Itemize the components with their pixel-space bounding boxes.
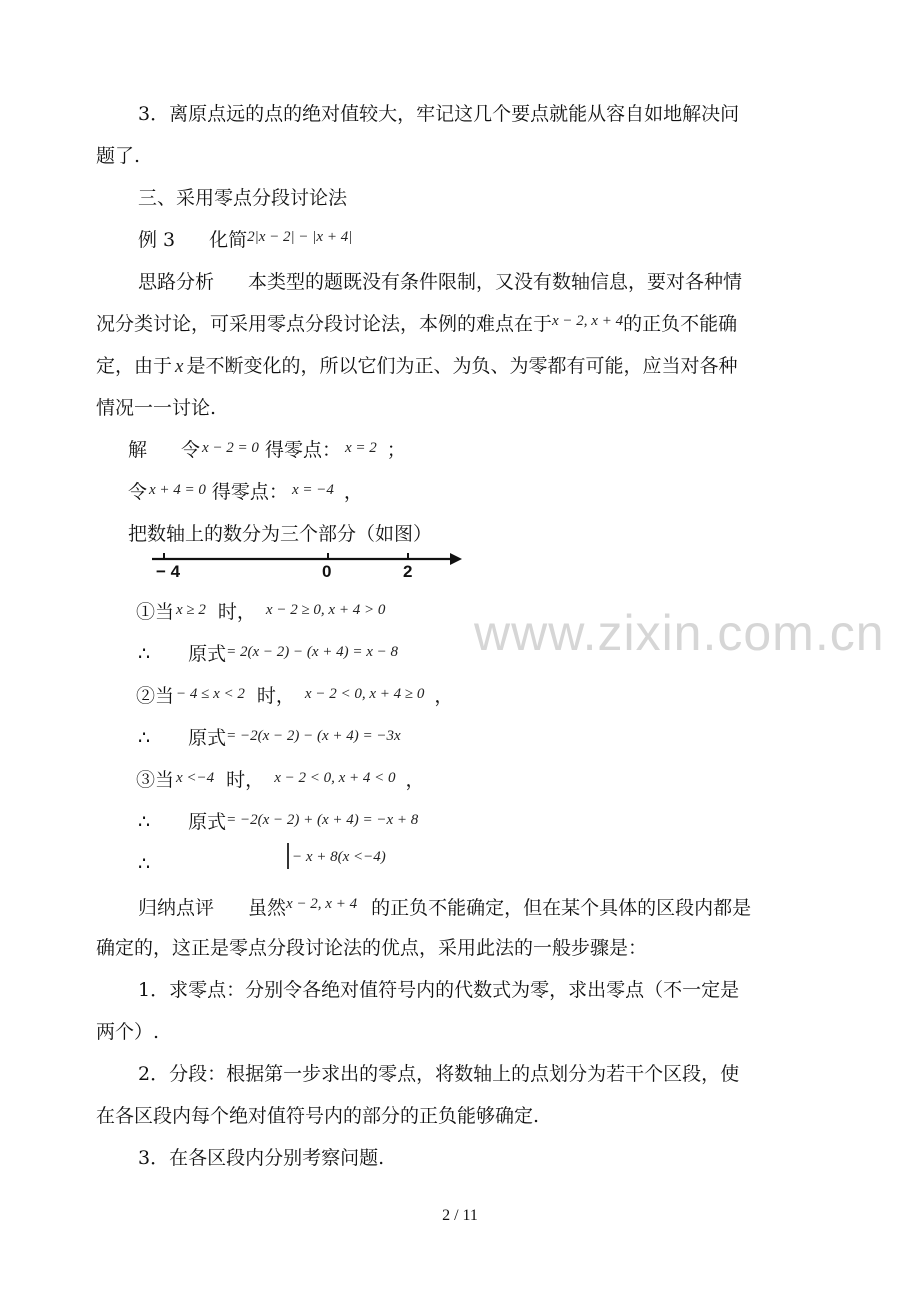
case-3-signs: x − 2 < 0, x + 4 < 0 — [274, 770, 396, 786]
divide-line: 把数轴上的数分为三个部分（如图） — [128, 523, 433, 545]
case-1-prefix: ①当 — [136, 601, 175, 623]
case-1-when: 时， — [217, 601, 256, 623]
page-number: 2 / 11 — [442, 1207, 478, 1224]
summary-line2: 确定的，这正是零点分段讨论法的优点，采用此法的一般步骤是： — [96, 937, 648, 959]
solution-line1 — [128, 436, 406, 466]
step2-line2: 在各区段内每个绝对值符号内的部分的正负能够确定. — [96, 1105, 540, 1127]
analysis-text2a: 况分类讨论，可采用零点分段讨论法，本例的难点在于 — [96, 313, 553, 335]
therefore-2: ∴ — [138, 727, 151, 749]
conclusion-line — [138, 850, 150, 878]
case-2-condition: − 4 ≤ x < 2 — [176, 686, 245, 702]
case-2-result — [138, 724, 401, 754]
analysis-line3 — [96, 352, 737, 381]
summary-text1b: 的正负不能确定，但在某个具体的区段内都是 — [371, 897, 752, 919]
separator-2: ， — [343, 481, 363, 503]
let-word: 令 — [181, 439, 201, 461]
step1-line1: 1．求零点：分别令各绝对值符号内的代数式为零，求出零点（不一定是 — [138, 979, 740, 1001]
watermark: www.zixin.com.cn — [474, 605, 885, 661]
analysis-text3a: 定，由于 — [96, 355, 173, 377]
case-2-expression: = −2(x − 2) − (x + 4) = −3x — [226, 728, 401, 744]
example-expression: 2|x − 2| − |x + 4| — [247, 229, 353, 245]
example-3 — [138, 226, 352, 256]
case-3-prefix: ③当 — [136, 769, 175, 791]
analysis-label: 思路分析 — [138, 271, 215, 293]
separator-1: ； — [386, 439, 406, 461]
get-zero-1: 得零点： — [264, 439, 341, 461]
piecewise-fragment — [287, 841, 386, 871]
case-1 — [136, 598, 385, 628]
case-3 — [136, 766, 425, 796]
case-2 — [136, 682, 453, 712]
original-2: 原式 — [188, 727, 227, 749]
case-3-expression: = −2(x − 2) + (x + 4) = −x + 8 — [226, 812, 419, 828]
case-3-condition: x <−4 — [176, 770, 215, 786]
number-line-arrow — [450, 553, 462, 565]
let-word-2: 令 — [128, 481, 148, 503]
tick-label-minus-4: − 4 — [156, 562, 181, 581]
case-2-prefix: ②当 — [136, 685, 175, 707]
brace-stroke — [287, 843, 289, 869]
zero-point-1: x = 2 — [344, 440, 377, 456]
case-3-result — [138, 808, 418, 838]
case-1-signs: x − 2 ≥ 0, x + 4 > 0 — [265, 602, 386, 618]
summary-text1a: 虽然 — [248, 897, 287, 919]
case-1-expression: = 2(x − 2) − (x + 4) = x − 8 — [226, 644, 399, 660]
step1-line2: 两个）. — [96, 1021, 160, 1043]
case-3-when: 时， — [226, 769, 265, 791]
solution-label: 解 — [128, 439, 148, 461]
analysis-x: x — [175, 356, 184, 377]
case-2-tail: ， — [434, 685, 454, 707]
step3-line: 3．在各区段内分别考察问题. — [138, 1147, 385, 1169]
tick-label-2: 2 — [403, 562, 413, 581]
analysis-line2 — [96, 310, 737, 340]
analysis-line4: 情况一一讨论. — [96, 397, 217, 419]
piecewise-last-row: − x + 8(x <−4) — [292, 849, 386, 865]
analysis-line1 — [138, 268, 742, 296]
therefore-1: ∴ — [138, 643, 151, 665]
analysis-text3b: 是不断变化的，所以它们为正、为负、为零都有可能，应当对各种 — [186, 355, 738, 377]
summary-line1 — [138, 894, 751, 924]
case-2-when: 时， — [256, 685, 295, 707]
case-1-result — [138, 640, 398, 670]
example-label: 例 3 — [138, 229, 176, 251]
solution-line2 — [128, 478, 363, 508]
therefore-4: ∴ — [138, 853, 151, 875]
analysis-text1: 本类型的题既没有条件限制，又没有数轴信息，要对各种情 — [248, 271, 743, 293]
zero-point-2: x = −4 — [291, 482, 334, 498]
get-zero-2: 得零点： — [211, 481, 288, 503]
case-2-signs: x − 2 < 0, x + 4 ≥ 0 — [304, 686, 425, 702]
case-1-condition: x ≥ 2 — [176, 602, 206, 618]
analysis-text2b: 的正负不能确 — [623, 313, 738, 335]
tick-label-0: 0 — [322, 562, 332, 581]
summary-expr: x − 2, x + 4 — [286, 896, 358, 912]
case-3-tail: ， — [405, 769, 425, 791]
summary-label: 归纳点评 — [138, 897, 215, 919]
analysis-expr: x − 2, x + 4 — [552, 313, 624, 329]
therefore-3: ∴ — [138, 811, 151, 833]
step2-line1: 2．分段：根据第一步求出的零点，将数轴上的点划分为若干个区段，使 — [138, 1063, 740, 1085]
example-verb: 化简 — [209, 229, 248, 251]
point3-line1: 3．离原点远的点的绝对值较大，牢记这几个要点就能从容自如地解决问 — [138, 103, 740, 125]
section-heading: 三、采用零点分段讨论法 — [138, 187, 348, 209]
original-1: 原式 — [188, 643, 227, 665]
original-3: 原式 — [188, 811, 227, 833]
equation-1: x − 2 = 0 — [202, 440, 259, 456]
point3-line2: 题了. — [96, 145, 141, 167]
equation-2: x + 4 = 0 — [149, 482, 206, 498]
number-line-figure — [148, 548, 468, 582]
